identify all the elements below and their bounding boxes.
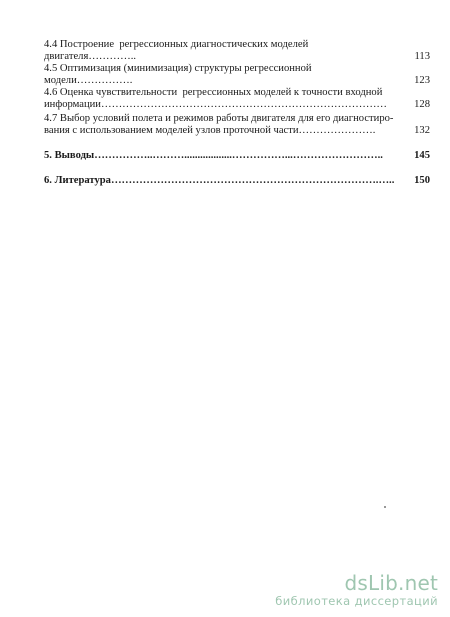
toc-entry-text: 5. Выводы……………..………..................……………...…………………….. xyxy=(44,150,383,161)
toc-entry-4-5 xyxy=(44,63,430,87)
toc-entry-text: 4.4 Построение регрессионных диагностических моделей двигателя………….. xyxy=(44,39,311,62)
toc-entry-text: 4.5 Оптимизация (минимизация) структуры регрессионной модели……………. xyxy=(44,63,315,86)
toc-entry-4-4 xyxy=(44,39,430,63)
toc-entry-conclusions xyxy=(44,150,430,162)
toc-entry-page: 132 xyxy=(414,125,430,136)
toc-entry-page: 113 xyxy=(414,51,430,62)
toc-entry-text: 6. Литература………………………………………………………………….….. xyxy=(44,175,395,186)
toc-entry-4-7 xyxy=(44,113,430,137)
watermark-logo: dsLib.net xyxy=(344,571,438,595)
scan-speck xyxy=(384,506,386,508)
toc-entry-literature xyxy=(44,175,430,187)
watermark xyxy=(275,572,438,608)
toc-entry-page: 128 xyxy=(414,99,430,110)
spacer xyxy=(44,137,430,150)
toc-entry-text: 4.7 Выбор условий полета и режимов работы двигателя для его диагностиро-вания с использованием моделей узлов проточной части…………………. xyxy=(44,113,394,136)
spacer xyxy=(44,162,430,175)
toc-entry-page: 150 xyxy=(414,175,430,186)
toc-entry-4-6 xyxy=(44,87,430,111)
table-of-contents xyxy=(44,39,430,187)
toc-entry-page: 123 xyxy=(414,75,430,86)
watermark-subtitle: библиотека диссертаций xyxy=(275,594,438,608)
toc-entry-text: 4.6 Оценка чувствительности регрессионных моделей к точности входной информации……………………………………………………………………… xyxy=(44,87,388,110)
toc-entry-page: 145 xyxy=(414,150,430,161)
